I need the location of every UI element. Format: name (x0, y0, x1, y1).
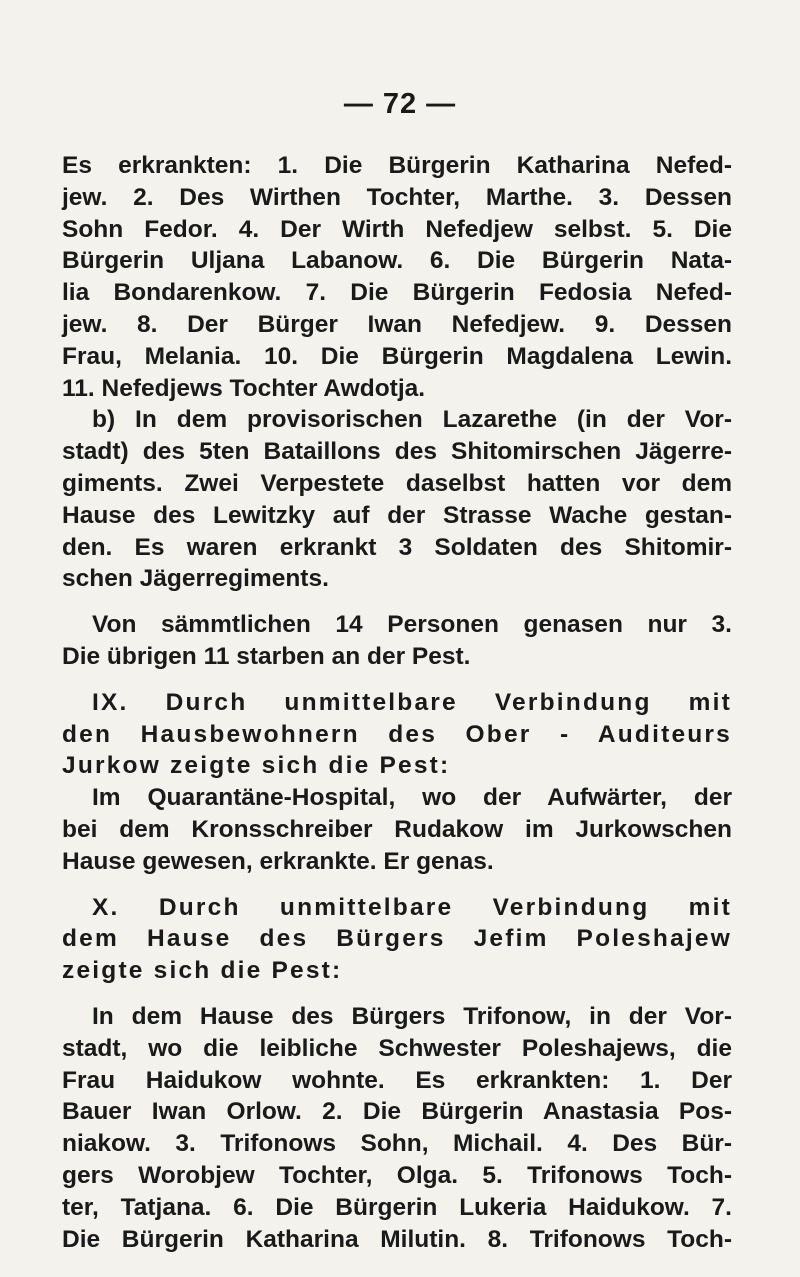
section-heading-x (62, 892, 732, 987)
heading-line: den Hausbewohnern des Ober - Auditeurs (62, 720, 732, 748)
paragraph-trifonow-house (62, 1001, 732, 1255)
text-line: niakow. 3. Trifonows Sohn, Michail. 4. Des Bür- (62, 1130, 732, 1158)
heading-line: X. Durch unmittelbare Verbindung mit (92, 893, 732, 921)
paragraph-quarantine-hospital (62, 782, 732, 877)
text-line: jew. 2. Des Wirthen Tochter, Marthe. 3. Dessen (62, 183, 732, 211)
text-line: In dem Hause des Bürgers Trifonow, in der Vor- (92, 1002, 732, 1030)
text-line: bei dem Kronsschreiber Rudakow im Jurkowschen (62, 815, 732, 843)
text-line: Die übrigen 11 starben an der Pest. (62, 642, 471, 670)
text-line: Hause des Lewitzky auf der Strasse Wache gestan- (62, 501, 732, 529)
heading-line: IX. Durch unmittelbare Verbindung mit (92, 688, 732, 716)
text-line: 11. Nefedjews Tochter Awdotja. (62, 374, 426, 402)
text-line: lia Bondarenkow. 7. Die Bürgerin Fedosia Nefed- (62, 279, 732, 307)
body-text (62, 150, 732, 1255)
text-line: den. Es waren erkrankt 3 Soldaten des Shitomir- (62, 533, 732, 561)
page-number: — 72 — (343, 88, 457, 120)
text-line: ter, Tatjana. 6. Die Bürgerin Lukeria Haidukow. 7. (62, 1193, 732, 1221)
text-line: Es erkrankten: 1. Die Bürgerin Katharina Nefed- (62, 152, 732, 179)
text-line: gers Worobjew Tochter, Olga. 5. Trifonows Toch- (62, 1161, 732, 1189)
text-line: Hause gewesen, erkrankte. Er genas. (62, 847, 494, 875)
text-line: b) In dem provisorischen Lazarethe (in der Vor- (92, 406, 732, 434)
text-line: Frau Haidukow wohnte. Es erkrankten: 1. Der (62, 1066, 732, 1094)
heading-line: zeigte sich die Pest: (62, 957, 343, 985)
text-line: stadt, wo die leibliche Schwester Poleshajews, die (62, 1034, 732, 1062)
text-line: Bürgerin Uljana Labanow. 6. Die Bürgerin Nata- (62, 247, 732, 275)
section-heading-ix (62, 687, 732, 782)
text-line: Sohn Fedor. 4. Der Wirth Nefedjew selbst. 5. Die (62, 215, 732, 243)
text-line: Bauer Iwan Orlow. 2. Die Bürgerin Anastasia Pos- (62, 1098, 732, 1126)
text-line: Die Bürgerin Katharina Milutin. 8. Trifonows Toch- (62, 1225, 732, 1253)
text-line: Von sämmtlichen 14 Personen genasen nur 3. (92, 611, 732, 639)
paragraph-summary (62, 609, 732, 673)
paragraph-victims-list (62, 150, 732, 404)
heading-line: dem Hause des Bürgers Jefim Poleshajew (62, 925, 732, 953)
text-line: Im Quarantäne-Hospital, wo der Aufwärter, der (92, 784, 732, 812)
heading-line: Jurkow zeigte sich die Pest: (62, 752, 451, 780)
text-line: giments. Zwei Verpestete daselbst hatten vor dem (62, 469, 732, 497)
text-line: Frau, Melania. 10. Die Bürgerin Magdalena Lewin. (62, 342, 732, 370)
text-line: jew. 8. Der Bürger Iwan Nefedjew. 9. Dessen (62, 310, 732, 338)
text-line: schen Jägerregiments. (62, 565, 329, 593)
text-line: stadt) des 5ten Bataillons des Shitomirschen Jägerre- (62, 438, 732, 466)
paragraph-lazarethe (62, 404, 732, 595)
